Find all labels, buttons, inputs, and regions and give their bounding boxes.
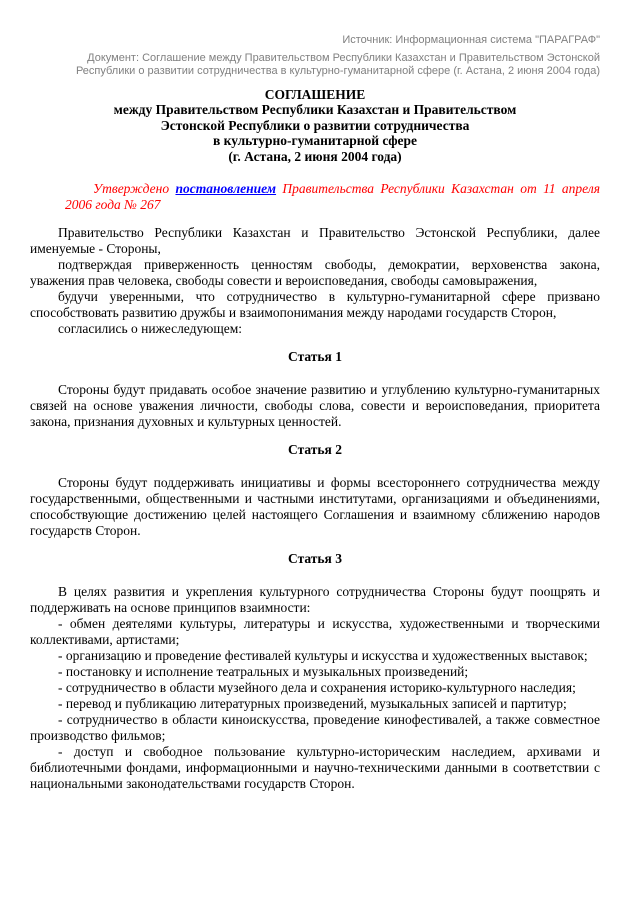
article-3-list-item: - постановку и исполнение театральных и музыкальных произведений; — [58, 664, 469, 679]
title-line-3: Эстонской Республики о развитии сотрудничества — [160, 117, 470, 133]
article-3-heading: Статья 3 — [288, 551, 342, 566]
article-1-paragraph: Стороны будут придавать особое значение развитию и углублению культурно-гуманитарных связей на основе уважения личности, свободы слова, совести и вероисповедания, приоритета закона, признания духовных и культурных ценностей. — [30, 382, 600, 429]
article-3-list-item: - сотрудничество в области музейного дела и сохранения историко-культурного наследия; — [58, 680, 576, 695]
approval-suffix: Правительства Республики Казахстан от 11 апреля 2006 года № 267 — [65, 181, 600, 212]
meta-header — [30, 34, 600, 79]
meta-source-line: Источник: Информационная система "ПАРАГРАФ" — [342, 34, 600, 46]
meta-document-line: Документ: Соглашение между Правительством Республики Казахстан и Правительством Эстонской Республики о развитии сотрудничества в культурно-гуманитарной сфере (г. Астана, 2 июня 2004 года) — [75, 51, 600, 77]
preamble-paragraph: подтверждая приверженность ценностям свободы, демократии, верховенства закона, уважения прав человека, свободы совести и вероисповедания, свободы самовыражения, — [30, 257, 600, 288]
article-2-paragraph: Стороны будут поддерживать инициативы и формы всестороннего сотрудничества между государственными, общественными и частными институтами, организациями и объединениями, способствующие достижению целей настоящего Соглашения и взаимному сближению народов государств Сторон. — [30, 475, 600, 538]
title-line-1: СОГЛАШЕНИЕ — [264, 86, 366, 102]
article-2-heading: Статья 2 — [288, 442, 342, 457]
preamble-paragraph: согласились о нижеследующем: — [58, 321, 243, 336]
preamble-paragraph: будучи уверенными, что сотрудничество в культурно-гуманитарной сфере призвано способствовать развитию дружбы и взаимопонимания между народами государств Сторон, — [30, 289, 600, 320]
title-line-4: в культурно-гуманитарной сфере — [212, 133, 418, 148]
approval-prefix: Утверждено — [93, 181, 176, 196]
approval-resolution-link[interactable]: постановлением — [175, 181, 277, 196]
article-3-paragraph: В целях развития и укрепления культурного сотрудничества Стороны будут поощрять и поддерживать на основе принципов взаимности: — [30, 584, 600, 615]
document-body — [30, 225, 600, 792]
article-3-list-item: - организацию и проведение фестивалей культуры и искусства и художественных выставок; — [58, 648, 588, 663]
article-3-list-item: - обмен деятелями культуры, литературы и искусства, художественными и творческими коллективами, артистами; — [30, 616, 600, 647]
article-3-list-item: - перевод и публикацию литературных произведений, музыкальных записей и партитур; — [58, 696, 567, 711]
title-line-2: между Правительством Республики Казахстан и Правительством — [113, 102, 517, 117]
approval-note — [65, 181, 600, 213]
article-1-heading: Статья 1 — [288, 349, 342, 364]
article-3-list-item: - сотрудничество в области киноискусства, проведение кинофестивалей, а также совместное производство фильмов; — [30, 712, 600, 743]
article-3-list-item: - доступ и свободное пользование культурно-историческим наследием, архивами и библиотечными фондами, информационными и научно-техническими данными в соответствии с национальными законодательствами государств Сторон. — [30, 744, 600, 791]
preamble-paragraph: Правительство Республики Казахстан и Правительство Эстонской Республики, далее именуемые - Стороны, — [30, 225, 600, 256]
document-title — [30, 87, 600, 165]
title-line-5: (г. Астана, 2 июня 2004 года) — [228, 148, 402, 164]
